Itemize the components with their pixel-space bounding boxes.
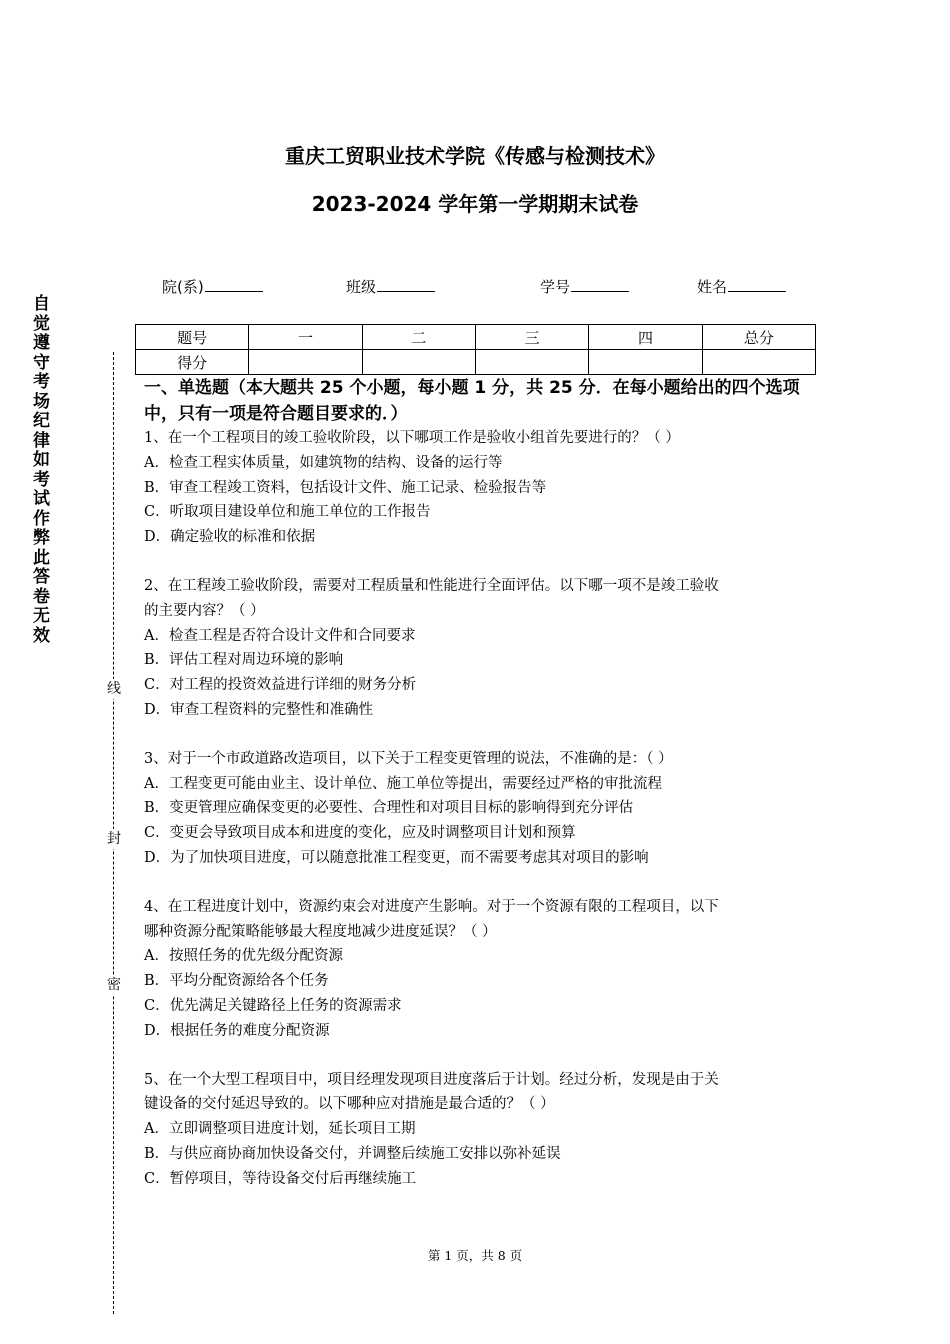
answer-option: C．变更会导致项目成本和进度的变化，应及时调整项目计划和预算 bbox=[144, 825, 576, 842]
answer-option: D．根据任务的难度分配资源 bbox=[144, 1022, 330, 1039]
page-footer: 第 1 页，共 8 页 bbox=[427, 1248, 523, 1263]
seal-mark-seal: 封 bbox=[104, 829, 124, 849]
answer-option: C．暂停项目，等待设备交付后再继续施工 bbox=[144, 1170, 417, 1187]
answer-option: B．评估工程对周边环境的影响 bbox=[144, 652, 344, 669]
answer-option: B．审查工程竣工资料，包括设计文件、施工记录、检验报告等 bbox=[144, 479, 547, 496]
answer-option: B．变更管理应确保变更的必要性、合理性和对项目目标的影响得到充分评估 bbox=[144, 800, 634, 817]
question-stem: 3、对于一个市政道路改造项目，以下关于工程变更管理的说法，不准确的是：（ ） bbox=[144, 750, 673, 767]
score-cell bbox=[475, 350, 588, 375]
score-header-cell: 四 bbox=[589, 325, 702, 350]
section-title: 一、单选题（本大题共 25 个小题，每小题 1 分，共 25 分．在每小题给出的四个选项中，只有一项是符合题目要求的．） bbox=[144, 378, 800, 424]
score-header-cell: 二 bbox=[362, 325, 475, 350]
class-field bbox=[346, 276, 435, 297]
answer-option: D．审查工程资料的完整性和准确性 bbox=[144, 701, 374, 718]
answer-option: A．立即调整项目进度计划，延长项目工期 bbox=[144, 1121, 416, 1138]
seal-mark-line: 线 bbox=[104, 679, 124, 699]
score-cell bbox=[362, 350, 475, 375]
name-label: 姓名 bbox=[697, 278, 728, 296]
name-field bbox=[697, 276, 786, 297]
question-stem: 哪种资源分配策略能够最大程度地减少进度延误？（ ） bbox=[144, 923, 497, 940]
score-header-cell: 题号 bbox=[136, 325, 249, 350]
score-cell bbox=[702, 350, 815, 375]
answer-option: B．与供应商协商加快设备交付，并调整后续施工安排以弥补延误 bbox=[144, 1145, 561, 1162]
department-label: 院(系) bbox=[162, 278, 204, 296]
name-blank bbox=[728, 277, 786, 292]
question-stem: 4、在工程进度计划中，资源约束会对进度产生影响。对于一个资源有限的工程项目，以下 bbox=[144, 898, 719, 915]
question-stem: 1、在一个工程项目的竣工验收阶段，以下哪项工作是验收小组首先要进行的？（ ） bbox=[144, 430, 680, 446]
question-2 bbox=[144, 574, 819, 723]
question-4 bbox=[144, 895, 819, 1044]
class-blank bbox=[377, 277, 435, 292]
student-id-field bbox=[540, 276, 629, 297]
student-id-label: 学号 bbox=[540, 278, 571, 296]
question-list bbox=[144, 426, 819, 1216]
answer-option: D．为了加快项目进度，可以随意批准工程变更，而不需要考虑其对项目的影响 bbox=[144, 849, 649, 866]
class-label: 班级 bbox=[346, 278, 377, 296]
question-5 bbox=[144, 1068, 819, 1192]
answer-option: C．对工程的投资效益进行详细的财务分析 bbox=[144, 677, 417, 694]
score-cell bbox=[589, 350, 702, 375]
exam-discipline-notice: 自觉遵守考场纪律如考试作弊此答卷无效 bbox=[33, 294, 50, 646]
answer-option: C．听取项目建设单位和施工单位的工作报告 bbox=[144, 504, 431, 521]
question-stem: 的主要内容？（ ） bbox=[144, 602, 265, 619]
answer-option: A．检查工程是否符合设计文件和合同要求 bbox=[144, 627, 416, 644]
score-table-header-row bbox=[136, 325, 816, 350]
answer-option: A．工程变更可能由业主、设计单位、施工单位等提出，需要经过严格的审批流程 bbox=[144, 775, 662, 792]
score-header-cell: 总分 bbox=[702, 325, 815, 350]
department-blank bbox=[205, 277, 263, 292]
answer-option: C．优先满足关键路径上任务的资源需求 bbox=[144, 997, 402, 1014]
exam-title-line1: 重庆工贸职业技术学院《传感与检测技术》 bbox=[285, 144, 665, 168]
question-1 bbox=[144, 426, 819, 550]
answer-option: D．确定验收的标准和依据 bbox=[144, 529, 316, 546]
score-cell bbox=[249, 350, 362, 375]
score-table-score-row bbox=[136, 350, 816, 375]
score-header-cell: 一 bbox=[249, 325, 362, 350]
student-id-blank bbox=[571, 277, 629, 292]
answer-option: B．平均分配资源给各个任务 bbox=[144, 973, 329, 990]
seal-mark-secret: 密 bbox=[104, 975, 124, 995]
department-field bbox=[162, 276, 263, 297]
score-table bbox=[135, 324, 816, 375]
score-row-label: 得分 bbox=[136, 350, 249, 375]
question-stem: 键设备的交付延迟导致的。以下哪种应对措施是最合适的？（ ） bbox=[144, 1096, 555, 1113]
score-header-cell: 三 bbox=[475, 325, 588, 350]
answer-option: A．检查工程实体质量，如建筑物的结构、设备的运行等 bbox=[144, 454, 503, 471]
question-stem: 5、在一个大型工程项目中，项目经理发现项目进度落后于计划。经过分析，发现是由于关 bbox=[144, 1071, 719, 1088]
exam-title-line2: 2023-2024 学年第一学期期末试卷 bbox=[311, 192, 639, 216]
answer-option: A．按照任务的优先级分配资源 bbox=[144, 948, 343, 965]
question-3 bbox=[144, 747, 819, 871]
question-stem: 2、在工程竣工验收阶段，需要对工程质量和性能进行全面评估。以下哪一项不是竣工验收 bbox=[144, 577, 719, 594]
